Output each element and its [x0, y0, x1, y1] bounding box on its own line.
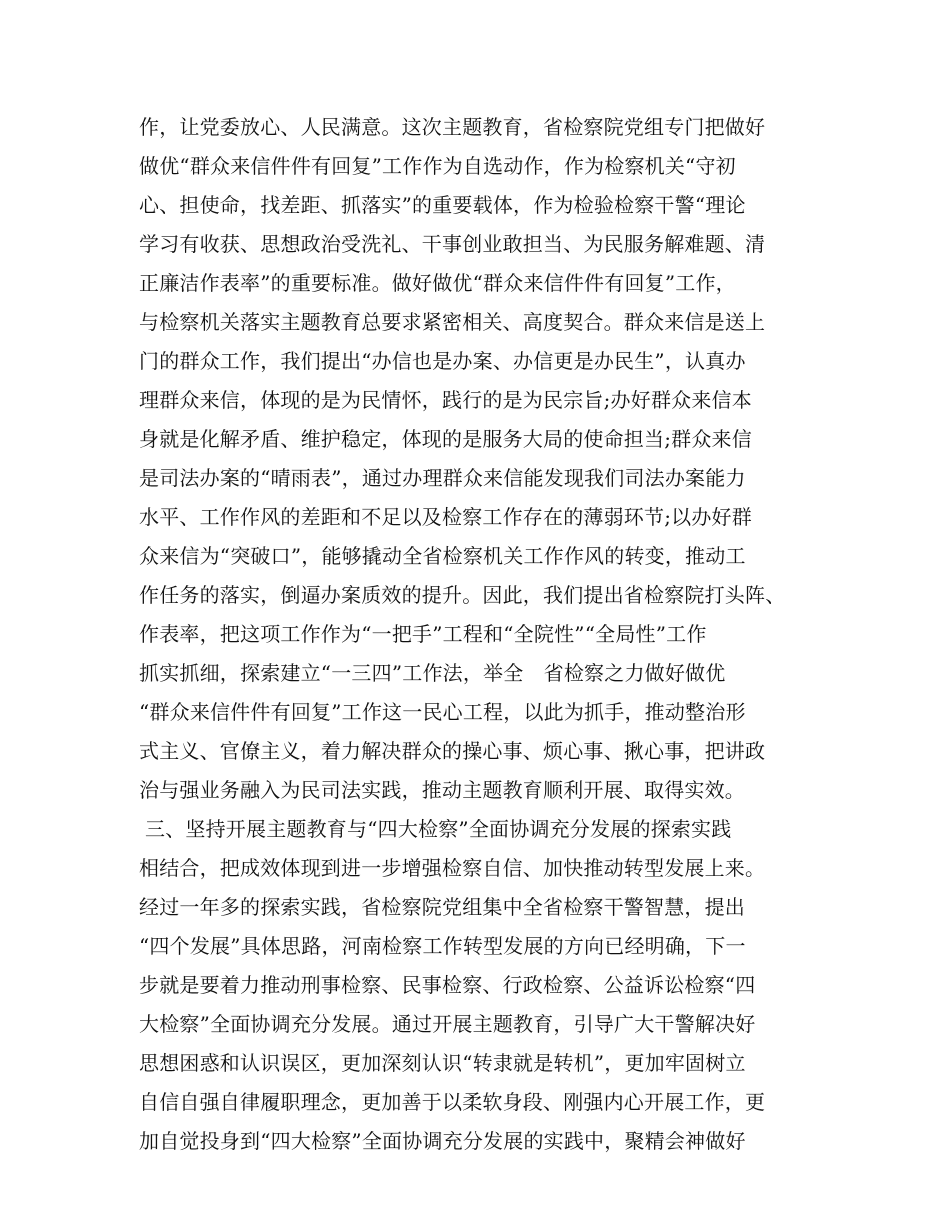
text-line: 众来信为“突破口”，能够撬动全省检察机关工作作风的转变，推动工: [139, 544, 746, 568]
text-line: 心、担使命，找差距、抓落实”的重要载体，作为检验检察干警“理论: [139, 193, 746, 217]
text-line: 思想困惑和认识误区，更加深刻认识“转隶就是转机”，更加牢固树立: [139, 1051, 746, 1075]
body-text: [139, 108, 839, 1161]
text-line: 加自觉投身到“四大检察”全面协调充分发展的实践中，聚精会神做好: [139, 1129, 746, 1153]
text-line: 做优“群众来信件件有回复”工作作为自选动作，作为检察机关“守初: [139, 154, 736, 178]
text-line: 式主义、官僚主义，着力解决群众的操心事、烦心事、揪心事，把讲政: [139, 739, 766, 763]
section-heading-line: 三、坚持开展主题教育与“四大检察”全面协调充分发展的探索实践: [145, 817, 732, 841]
text-line: “群众来信件件有回复”工作这一民心工程，以此为抓手，推动整治形: [139, 700, 746, 724]
text-line: 治与强业务融入为民司法实践，推动主题教育顺利开展、取得实效。: [139, 778, 745, 802]
text-line: 是司法办案的“晴雨表”，通过办理群众来信能发现我们司法办案能力: [139, 466, 746, 490]
text-line: 抓实抓细，探索建立“一三四”工作法，举全 省检察之力做好做优: [139, 661, 726, 685]
text-line: 门的群众工作，我们提出“办信也是办案、办信更是办民生”，认真办: [139, 349, 746, 373]
text-line: 理群众来信，体现的是为民情怀，践行的是为民宗旨;办好群众来信本: [139, 388, 752, 412]
text-line: “四个发展”具体思路，河南检察工作转型发展的方向已经明确，下一: [139, 934, 746, 958]
text-line: 学习有收获、思想政治受洗礼、干事创业敢担当、为民服务解难题、清: [139, 232, 766, 256]
text-line: 正廉洁作表率”的重要标准。做好做优“群众来信件件有回复”工作，: [139, 271, 736, 295]
text-line: 步就是要着力推动刑事检察、民事检察、行政检察、公益诉讼检察“四: [139, 973, 756, 997]
text-line: 经过一年多的探索实践，省检察院党组集中全省检察干警智慧，提出: [139, 895, 745, 919]
text-line: 作，让党委放心、人民满意。这次主题教育，省检察院党组专门把做好: [139, 115, 766, 139]
text-line: 水平、工作作风的差距和不足以及检察工作存在的薄弱环节;以办好群: [139, 505, 752, 529]
text-line: 身就是化解矛盾、维护稳定，体现的是服务大局的使命担当;群众来信: [139, 427, 752, 451]
text-line: 作表率，把这项工作作为“一把手”工程和“全院性”“全局性”工作: [139, 622, 707, 646]
text-line: 大检察”全面协调充分发展。通过开展主题教育，引导广大干警解决好: [139, 1012, 756, 1036]
text-line: 与检察机关落实主题教育总要求紧密相关、高度契合。群众来信是送上: [139, 310, 766, 334]
text-line: 自信自强自律履职理念，更加善于以柔软身段、刚强内心开展工作，更: [139, 1090, 766, 1114]
text-line: 作任务的落实，倒逼办案质效的提升。因此，我们提出省检察院打头阵、: [139, 583, 786, 607]
text-line: 相结合，把成效体现到进一步增强检察自信、加快推动转型发展上来。: [139, 856, 766, 880]
